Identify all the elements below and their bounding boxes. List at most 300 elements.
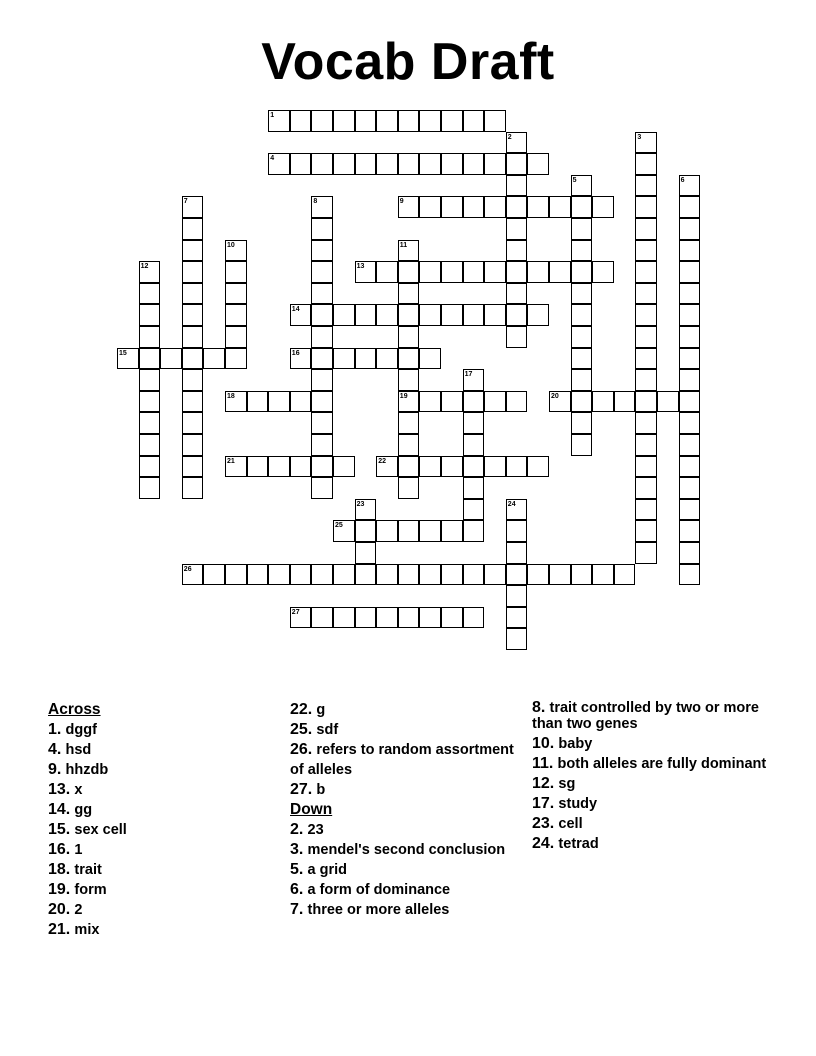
grid-cell[interactable]	[506, 542, 528, 564]
grid-cell[interactable]	[311, 110, 333, 132]
clue-item-text: hhzdb	[65, 762, 109, 778]
grid-cell[interactable]	[463, 477, 485, 499]
grid-cell[interactable]	[441, 110, 463, 132]
grid-cell[interactable]	[225, 391, 247, 413]
grid-cell[interactable]	[635, 261, 657, 283]
clue-item	[532, 756, 772, 772]
grid-cell[interactable]	[463, 607, 485, 629]
grid-cell[interactable]	[376, 564, 398, 586]
clue-item-number: 1.	[48, 721, 62, 738]
grid-cell[interactable]	[635, 369, 657, 391]
grid-cell[interactable]	[527, 304, 549, 326]
grid-cell[interactable]	[139, 283, 161, 305]
grid-cell[interactable]	[635, 196, 657, 218]
grid-cell[interactable]	[182, 564, 204, 586]
grid-cell[interactable]	[441, 607, 463, 629]
grid-cell[interactable]	[398, 304, 420, 326]
grid-cell[interactable]	[484, 304, 506, 326]
grid-cell[interactable]	[549, 196, 571, 218]
grid-cell[interactable]	[635, 240, 657, 262]
clue-item-text: study	[558, 796, 598, 812]
grid-cell[interactable]	[484, 196, 506, 218]
grid-cell[interactable]	[679, 369, 701, 391]
grid-cell[interactable]	[355, 110, 377, 132]
grid-cell[interactable]	[182, 240, 204, 262]
grid-cell[interactable]	[225, 348, 247, 370]
grid-cell[interactable]	[290, 564, 312, 586]
grid-cell[interactable]	[268, 564, 290, 586]
grid-cell[interactable]	[527, 456, 549, 478]
grid-cell[interactable]	[311, 348, 333, 370]
grid-cell[interactable]	[463, 369, 485, 391]
grid-cell[interactable]	[268, 456, 290, 478]
grid-cell[interactable]	[355, 499, 377, 521]
grid-cell[interactable]	[506, 304, 528, 326]
grid-cell[interactable]	[225, 261, 247, 283]
grid-cell[interactable]	[571, 412, 593, 434]
grid-cell[interactable]	[441, 196, 463, 218]
grid-cell[interactable]	[679, 175, 701, 197]
grid-cell[interactable]	[463, 196, 485, 218]
grid-cell[interactable]	[484, 391, 506, 413]
grid-cell[interactable]	[311, 261, 333, 283]
grid-cell[interactable]	[571, 434, 593, 456]
grid-cell[interactable]	[139, 391, 161, 413]
grid-cell[interactable]	[614, 391, 636, 413]
grid-cell[interactable]	[506, 196, 528, 218]
grid-cell[interactable]	[355, 261, 377, 283]
grid-cell[interactable]	[311, 304, 333, 326]
grid-cell[interactable]	[592, 391, 614, 413]
grid-cell[interactable]	[398, 412, 420, 434]
grid-cell[interactable]	[376, 304, 398, 326]
grid-cell[interactable]	[182, 369, 204, 391]
grid-cell[interactable]	[679, 348, 701, 370]
grid-cell[interactable]	[463, 153, 485, 175]
grid-cell[interactable]	[635, 434, 657, 456]
down-header: Down	[290, 801, 333, 818]
grid-cell[interactable]	[398, 434, 420, 456]
grid-cell[interactable]	[679, 434, 701, 456]
grid-cell[interactable]	[635, 477, 657, 499]
clue-item-text: cell	[558, 816, 583, 832]
grid-cell[interactable]	[139, 477, 161, 499]
grid-cell[interactable]	[679, 196, 701, 218]
clue-item-number: 8.	[532, 699, 546, 716]
grid-cell[interactable]	[139, 412, 161, 434]
grid-cell[interactable]	[398, 153, 420, 175]
grid-cell[interactable]	[506, 261, 528, 283]
grid-cell[interactable]	[225, 456, 247, 478]
clue-item-text: b	[316, 782, 326, 798]
clue-item-number: 23.	[532, 815, 555, 832]
grid-cell[interactable]	[398, 456, 420, 478]
grid-cell[interactable]	[268, 153, 290, 175]
grid-cell[interactable]	[679, 477, 701, 499]
grid-cell[interactable]	[527, 261, 549, 283]
grid-cell[interactable]	[506, 499, 528, 521]
grid-cell[interactable]	[506, 153, 528, 175]
grid-cell[interactable]	[139, 369, 161, 391]
grid-cell[interactable]	[592, 196, 614, 218]
grid-cell[interactable]	[182, 218, 204, 240]
grid-cell[interactable]	[635, 326, 657, 348]
clue-item-number: 12.	[532, 775, 555, 792]
grid-cell[interactable]	[506, 585, 528, 607]
grid-cell[interactable]	[139, 348, 161, 370]
grid-cell[interactable]	[549, 564, 571, 586]
grid-cell[interactable]	[506, 240, 528, 262]
grid-cell[interactable]	[484, 456, 506, 478]
grid-cell[interactable]	[398, 564, 420, 586]
grid-cell[interactable]	[419, 304, 441, 326]
grid-cell[interactable]	[182, 304, 204, 326]
grid-cell[interactable]	[635, 175, 657, 197]
grid-cell[interactable]	[441, 520, 463, 542]
grid-cell[interactable]	[376, 153, 398, 175]
down-clue-list-continued	[532, 700, 772, 852]
grid-cell[interactable]	[679, 218, 701, 240]
grid-cell[interactable]	[419, 456, 441, 478]
grid-cell[interactable]	[355, 520, 377, 542]
clue-item	[48, 900, 268, 920]
grid-cell[interactable]	[635, 132, 657, 154]
grid-cell[interactable]	[571, 196, 593, 218]
clue-number: 1	[270, 112, 275, 119]
grid-cell[interactable]	[679, 520, 701, 542]
grid-cell[interactable]	[463, 110, 485, 132]
clue-number: 9	[399, 198, 404, 206]
grid-cell[interactable]	[117, 348, 139, 370]
clue-number: 24	[507, 500, 516, 508]
grid-cell[interactable]	[333, 607, 355, 629]
grid-cell[interactable]	[333, 153, 355, 175]
grid-cell[interactable]	[333, 564, 355, 586]
grid-cell[interactable]	[635, 412, 657, 434]
grid-cell[interactable]	[463, 520, 485, 542]
grid-cell[interactable]	[333, 304, 355, 326]
grid-cell[interactable]	[311, 240, 333, 262]
clue-item-number: 7.	[290, 901, 304, 918]
grid-cell[interactable]	[635, 153, 657, 175]
grid-cell[interactable]	[657, 391, 679, 413]
grid-cell[interactable]	[376, 607, 398, 629]
grid-cell[interactable]	[398, 261, 420, 283]
grid-cell[interactable]	[571, 283, 593, 305]
grid-cell[interactable]	[182, 477, 204, 499]
grid-cell[interactable]	[571, 369, 593, 391]
grid-cell[interactable]	[679, 499, 701, 521]
clue-item-number: 24.	[532, 835, 555, 852]
clue-item-number: 25.	[290, 721, 313, 738]
grid-cell[interactable]	[635, 283, 657, 305]
grid-cell[interactable]	[398, 348, 420, 370]
grid-cell[interactable]	[139, 261, 161, 283]
grid-cell[interactable]	[355, 153, 377, 175]
grid-cell[interactable]	[592, 261, 614, 283]
grid-cell[interactable]	[441, 564, 463, 586]
grid-cell[interactable]	[290, 304, 312, 326]
grid-cell[interactable]	[182, 434, 204, 456]
grid-cell[interactable]	[225, 304, 247, 326]
grid-cell[interactable]	[441, 261, 463, 283]
grid-cell[interactable]	[311, 607, 333, 629]
grid-cell[interactable]	[290, 607, 312, 629]
grid-cell[interactable]	[484, 261, 506, 283]
grid-cell[interactable]	[225, 326, 247, 348]
grid-cell[interactable]	[635, 456, 657, 478]
grid-cell[interactable]	[527, 196, 549, 218]
clue-item	[290, 820, 520, 840]
grid-cell[interactable]	[441, 456, 463, 478]
grid-cell[interactable]	[679, 261, 701, 283]
grid-cell[interactable]	[679, 456, 701, 478]
grid-cell[interactable]	[635, 348, 657, 370]
grid-cell[interactable]	[679, 564, 701, 586]
grid-cell[interactable]	[203, 564, 225, 586]
grid-cell[interactable]	[592, 564, 614, 586]
grid-cell[interactable]	[679, 304, 701, 326]
grid-cell[interactable]	[527, 564, 549, 586]
grid-cell[interactable]	[290, 348, 312, 370]
grid-cell[interactable]	[419, 110, 441, 132]
grid-cell[interactable]	[398, 520, 420, 542]
clue-item	[48, 840, 268, 860]
clue-item-number: 18.	[48, 861, 71, 878]
clue-item-number: 11.	[532, 755, 554, 772]
grid-cell[interactable]	[182, 456, 204, 478]
grid-cell[interactable]	[398, 369, 420, 391]
grid-cell[interactable]	[571, 304, 593, 326]
grid-cell[interactable]	[182, 391, 204, 413]
clue-item-text: refers to random assortment of alleles	[290, 742, 514, 778]
clue-number: 17	[464, 371, 473, 379]
grid-cell[interactable]	[311, 196, 333, 218]
grid-cell[interactable]	[419, 520, 441, 542]
grid-cell[interactable]	[398, 607, 420, 629]
grid-cell[interactable]	[376, 348, 398, 370]
grid-cell[interactable]	[139, 326, 161, 348]
clue-number: 15	[119, 349, 127, 357]
grid-cell[interactable]	[635, 304, 657, 326]
grid-cell[interactable]	[506, 175, 528, 197]
grid-cell[interactable]	[484, 153, 506, 175]
grid-cell[interactable]	[376, 110, 398, 132]
grid-cell[interactable]	[679, 240, 701, 262]
across-clue-list-continued	[290, 700, 520, 800]
grid-cell[interactable]	[333, 456, 355, 478]
grid-cell[interactable]	[182, 196, 204, 218]
grid-cell[interactable]	[679, 542, 701, 564]
grid-cell[interactable]	[571, 348, 593, 370]
clue-item-text: mix	[74, 922, 100, 938]
grid-cell[interactable]	[527, 153, 549, 175]
grid-cell[interactable]	[506, 628, 528, 650]
grid-cell[interactable]	[311, 326, 333, 348]
grid-cell[interactable]	[355, 542, 377, 564]
clue-number: 8	[313, 198, 318, 206]
clues-column-3	[532, 700, 772, 856]
grid-cell[interactable]	[398, 391, 420, 413]
grid-cell[interactable]	[679, 391, 701, 413]
grid-cell[interactable]	[398, 240, 420, 262]
grid-cell[interactable]	[247, 564, 269, 586]
grid-cell[interactable]	[463, 412, 485, 434]
grid-cell[interactable]	[463, 304, 485, 326]
grid-cell[interactable]	[311, 218, 333, 240]
clue-number: 2	[507, 133, 512, 141]
grid-cell[interactable]	[311, 477, 333, 499]
grid-cell[interactable]	[441, 153, 463, 175]
grid-cell[interactable]	[679, 412, 701, 434]
grid-cell[interactable]	[679, 326, 701, 348]
grid-cell[interactable]	[290, 110, 312, 132]
grid-cell[interactable]	[182, 348, 204, 370]
grid-cell[interactable]	[419, 391, 441, 413]
clue-item-text: tetrad	[558, 836, 599, 852]
grid-cell[interactable]	[398, 110, 420, 132]
grid-cell[interactable]	[571, 391, 593, 413]
grid-cell[interactable]	[311, 369, 333, 391]
grid-cell[interactable]	[614, 564, 636, 586]
grid-cell[interactable]	[419, 196, 441, 218]
clue-item-text: 1	[74, 842, 83, 858]
grid-cell[interactable]	[571, 175, 593, 197]
grid-cell[interactable]	[506, 564, 528, 586]
clue-item-number: 26.	[290, 741, 313, 758]
grid-cell[interactable]	[635, 391, 657, 413]
clue-number: 14	[291, 306, 300, 314]
grid-cell[interactable]	[571, 564, 593, 586]
grid-cell[interactable]	[635, 499, 657, 521]
grid-cell[interactable]	[441, 391, 463, 413]
grid-cell[interactable]	[484, 564, 506, 586]
grid-cell[interactable]	[333, 348, 355, 370]
grid-cell[interactable]	[419, 348, 441, 370]
grid-cell[interactable]	[290, 391, 312, 413]
grid-cell[interactable]	[311, 564, 333, 586]
grid-cell[interactable]	[571, 240, 593, 262]
grid-cell[interactable]	[182, 283, 204, 305]
grid-cell[interactable]	[268, 110, 290, 132]
clue-item-number: 15.	[48, 821, 71, 838]
grid-cell[interactable]	[355, 348, 377, 370]
grid-cell[interactable]	[398, 326, 420, 348]
grid-cell[interactable]	[419, 153, 441, 175]
grid-cell[interactable]	[506, 391, 528, 413]
clue-item	[48, 820, 268, 840]
clue-number: 5	[572, 176, 577, 184]
grid-cell[interactable]	[355, 607, 377, 629]
grid-cell[interactable]	[311, 434, 333, 456]
grid-cell[interactable]	[506, 607, 528, 629]
grid-cell[interactable]	[333, 520, 355, 542]
clue-number: 4	[270, 155, 275, 163]
grid-cell[interactable]	[311, 391, 333, 413]
grid-cell[interactable]	[247, 391, 269, 413]
grid-cell[interactable]	[355, 304, 377, 326]
clue-item-text: baby	[558, 736, 593, 752]
grid-cell[interactable]	[311, 456, 333, 478]
clue-number: 12	[140, 263, 149, 271]
grid-cell[interactable]	[506, 326, 528, 348]
grid-cell[interactable]	[182, 412, 204, 434]
grid-cell[interactable]	[463, 499, 485, 521]
grid-cell[interactable]	[376, 520, 398, 542]
grid-cell[interactable]	[419, 607, 441, 629]
grid-cell[interactable]	[290, 456, 312, 478]
grid-cell[interactable]	[290, 153, 312, 175]
grid-cell[interactable]	[549, 261, 571, 283]
grid-cell[interactable]	[311, 153, 333, 175]
grid-cell[interactable]	[139, 434, 161, 456]
clue-item-number: 27.	[290, 781, 313, 798]
grid-cell[interactable]	[225, 564, 247, 586]
grid-cell[interactable]	[441, 304, 463, 326]
grid-cell[interactable]	[311, 412, 333, 434]
grid-cell[interactable]	[182, 326, 204, 348]
grid-cell[interactable]	[463, 434, 485, 456]
grid-cell[interactable]	[376, 261, 398, 283]
grid-cell[interactable]	[506, 520, 528, 542]
grid-cell[interactable]	[463, 564, 485, 586]
grid-cell[interactable]	[203, 348, 225, 370]
grid-cell[interactable]	[182, 261, 204, 283]
grid-cell[interactable]	[506, 132, 528, 154]
grid-cell[interactable]	[506, 218, 528, 240]
grid-cell[interactable]	[139, 304, 161, 326]
grid-cell[interactable]	[419, 261, 441, 283]
clue-number: 7	[183, 198, 188, 206]
grid-cell[interactable]	[398, 283, 420, 305]
grid-cell[interactable]	[463, 261, 485, 283]
grid-cell[interactable]	[160, 348, 182, 370]
grid-cell[interactable]	[506, 456, 528, 478]
grid-cell[interactable]	[635, 542, 657, 564]
grid-cell[interactable]	[571, 261, 593, 283]
clue-number: 16	[291, 349, 300, 357]
grid-cell[interactable]	[635, 520, 657, 542]
grid-cell[interactable]	[549, 391, 571, 413]
grid-cell[interactable]	[506, 283, 528, 305]
grid-cell[interactable]	[679, 283, 701, 305]
grid-cell[interactable]	[484, 110, 506, 132]
grid-cell[interactable]	[355, 564, 377, 586]
clue-item-number: 4.	[48, 741, 62, 758]
clue-number: 18	[227, 392, 235, 400]
grid-cell[interactable]	[419, 564, 441, 586]
clue-item-text: a grid	[307, 862, 347, 878]
grid-cell[interactable]	[398, 477, 420, 499]
clue-item	[290, 720, 520, 740]
grid-cell[interactable]	[311, 283, 333, 305]
clue-item-text: x	[74, 782, 83, 798]
clue-item-text: dggf	[65, 722, 97, 738]
grid-cell[interactable]	[398, 196, 420, 218]
grid-cell[interactable]	[139, 456, 161, 478]
grid-cell[interactable]	[333, 110, 355, 132]
grid-cell[interactable]	[571, 326, 593, 348]
grid-cell[interactable]	[247, 456, 269, 478]
grid-cell[interactable]	[268, 391, 290, 413]
grid-cell[interactable]	[225, 283, 247, 305]
grid-cell[interactable]	[571, 218, 593, 240]
grid-cell[interactable]	[463, 456, 485, 478]
grid-cell[interactable]	[635, 218, 657, 240]
grid-cell[interactable]	[463, 391, 485, 413]
grid-cell[interactable]	[225, 240, 247, 262]
grid-cell[interactable]	[376, 456, 398, 478]
